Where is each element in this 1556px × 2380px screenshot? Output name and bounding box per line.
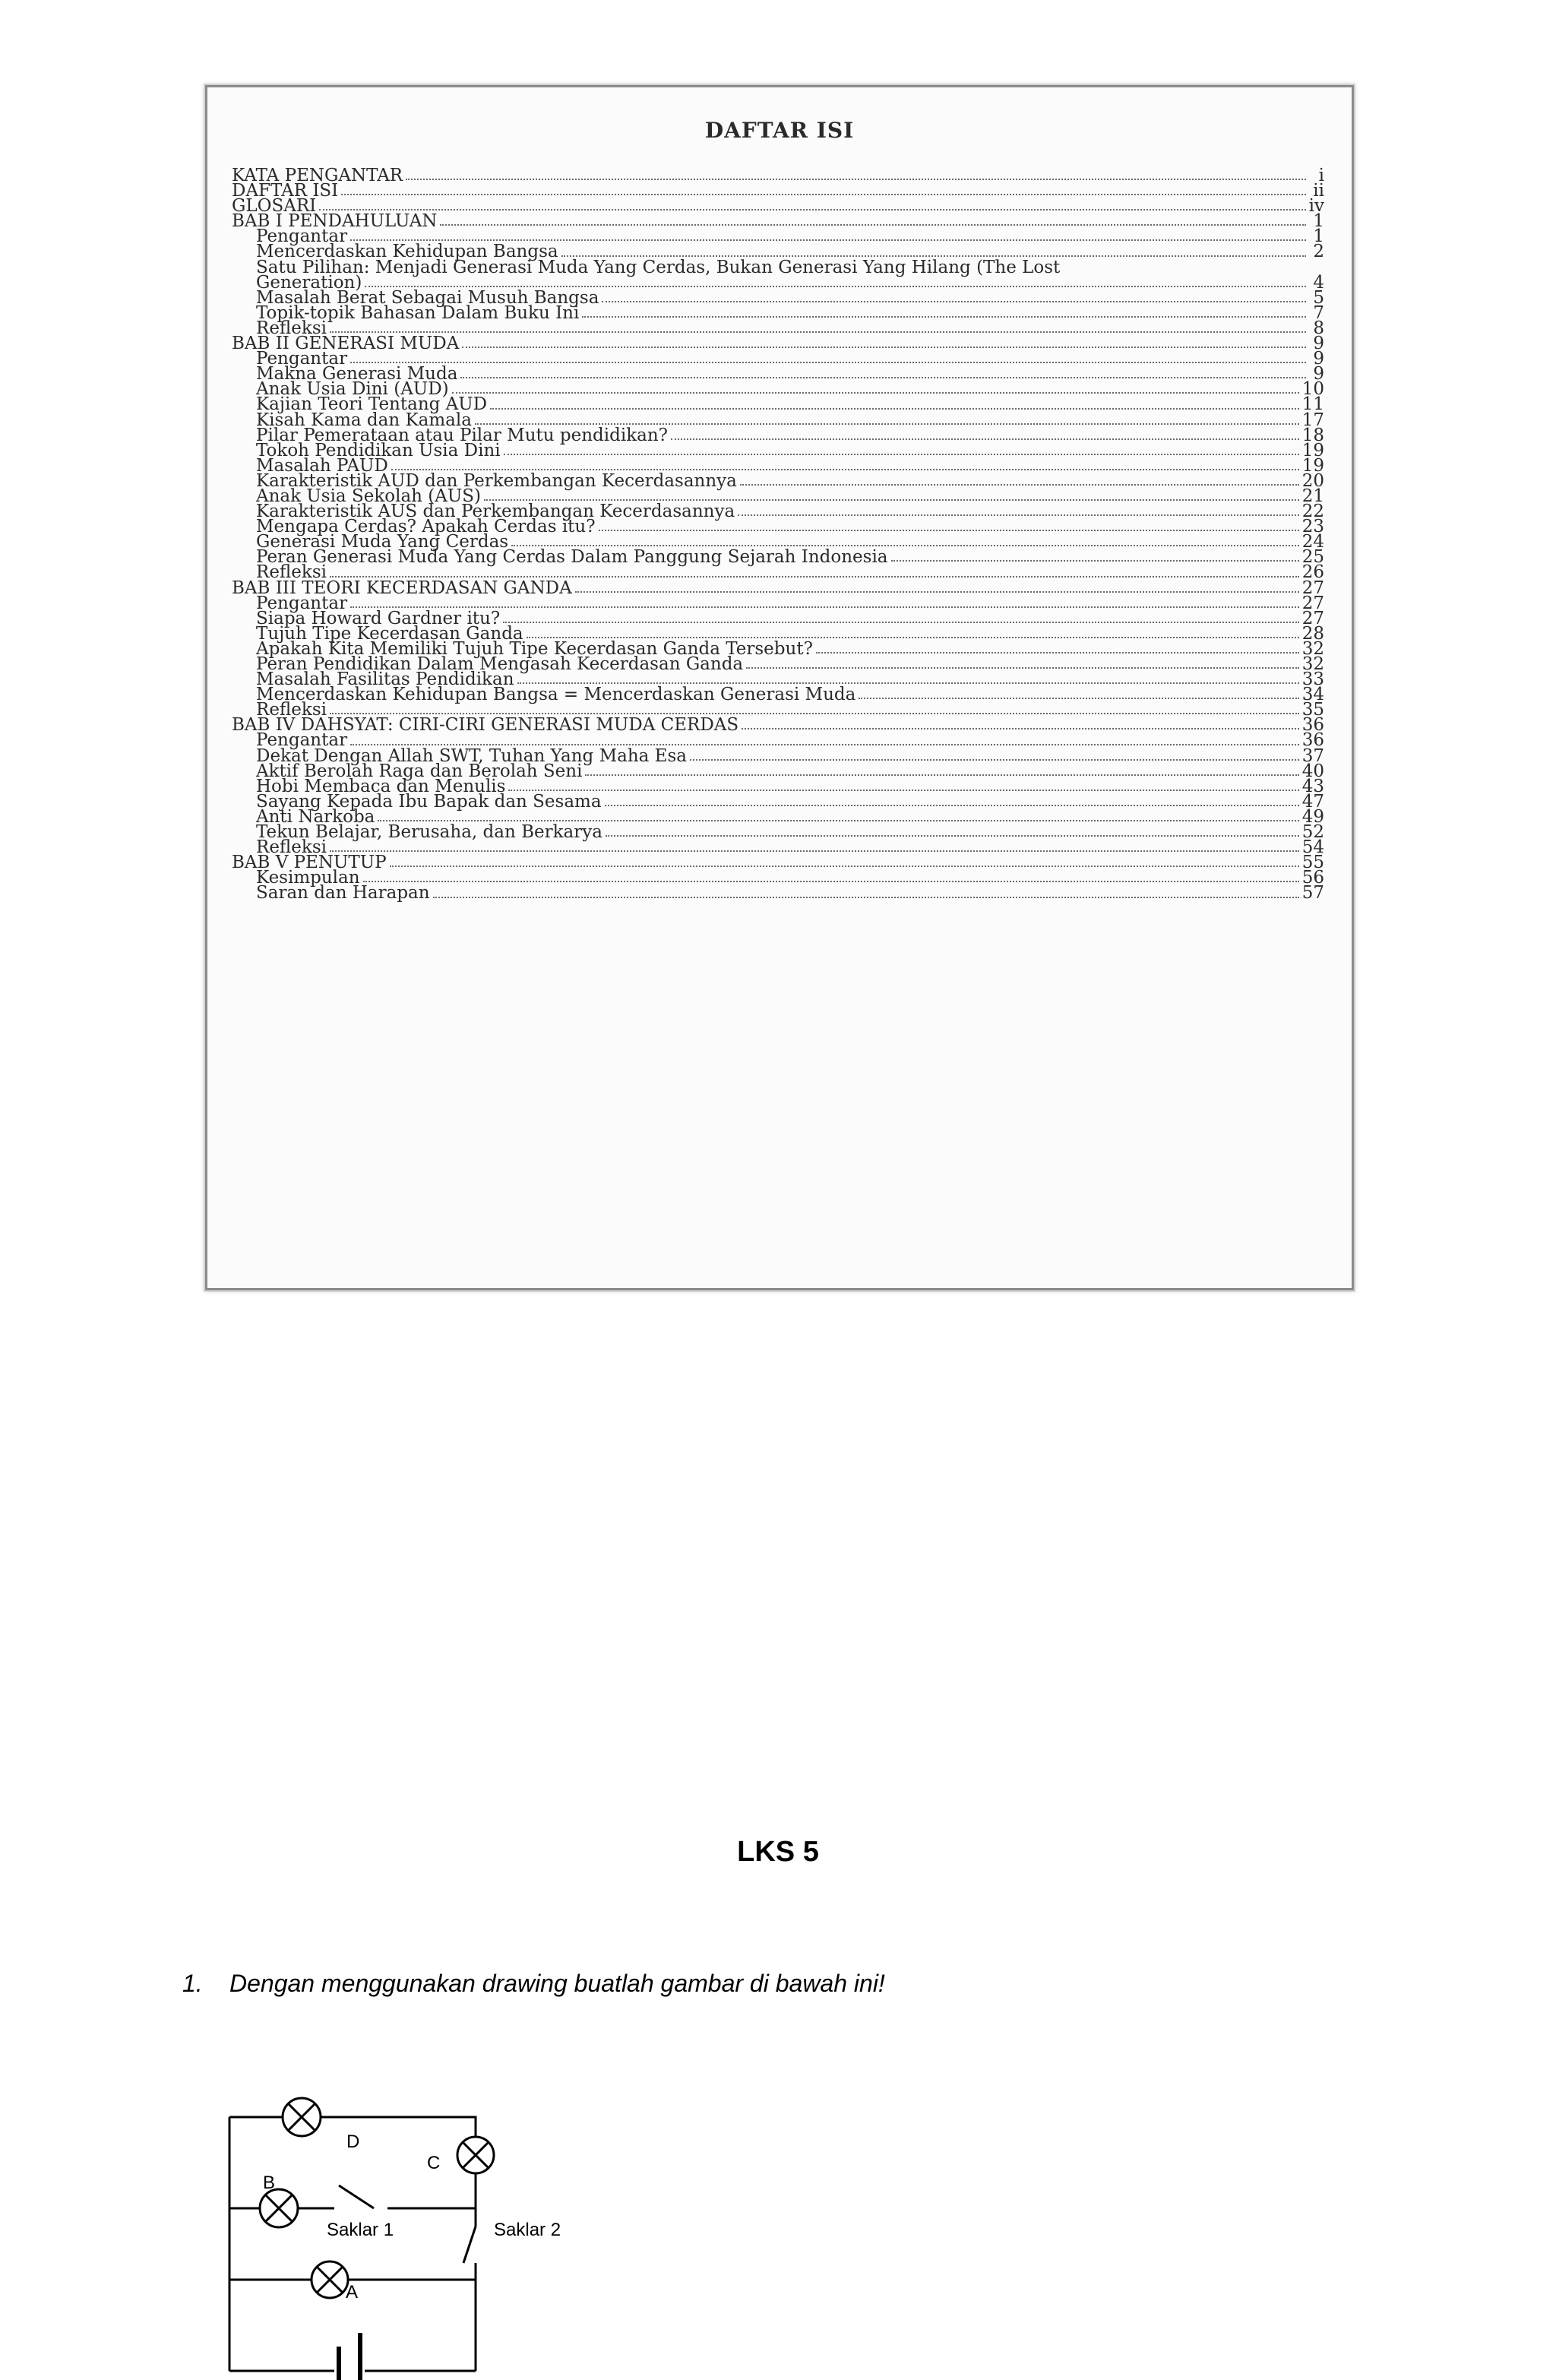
toc-entry-label: Aktif Berolah Raga dan Berolah Seni xyxy=(256,761,583,781)
toc-leader-dots xyxy=(452,391,1299,394)
toc-entry-page: 1 xyxy=(1313,211,1324,232)
toc-entry-page: 27 xyxy=(1301,578,1324,598)
toc-title: DAFTAR ISI xyxy=(704,118,855,143)
toc-entry-page: 25 xyxy=(1301,547,1324,568)
toc-entry xyxy=(232,837,1324,858)
toc-entry-label: Kisah Kama dan Kamala xyxy=(256,410,472,430)
toc-entry-page: 33 xyxy=(1301,669,1324,690)
toc-entry-label: Apakah Kita Memiliki Tujuh Tipe Kecerdasan Ganda Tersebut? xyxy=(256,638,813,659)
toc-entry-label: BAB III TEORI KECERDASAN GANDA xyxy=(232,578,572,598)
toc-entry-page: 11 xyxy=(1301,394,1324,415)
toc-entry-page: 24 xyxy=(1301,532,1324,552)
toc-entry xyxy=(232,181,1324,201)
toc-entry-label: KATA PENGANTAR xyxy=(232,166,403,185)
toc-leader-dots xyxy=(891,559,1299,562)
toc-entry xyxy=(232,715,1324,736)
battery xyxy=(339,2333,360,2380)
instruction-text: Dengan menggunakan drawing buatlah gambar di bawah ini! xyxy=(229,1970,885,1997)
toc-entry-page: 47 xyxy=(1301,791,1324,812)
toc-leader-dots xyxy=(740,483,1299,486)
lamp-a xyxy=(312,2261,348,2298)
lamp-a-label: A xyxy=(346,2282,359,2302)
toc-leader-dots xyxy=(406,177,1306,180)
toc-leader-dots xyxy=(527,635,1299,638)
toc-entry-label: Mengapa Cerdas? Apakah Cerdas itu? xyxy=(256,517,596,537)
toc-entry-label: Kajian Teori Tentang AUD xyxy=(256,394,488,415)
toc-leader-dots xyxy=(605,803,1299,806)
toc-leader-dots xyxy=(511,543,1299,546)
toc-leader-dots xyxy=(330,574,1299,578)
toc-entry-page: i xyxy=(1318,166,1324,185)
toc-entry-label: Hobi Membaca dan Menulis xyxy=(256,776,506,796)
toc-entry-label: Pengantar xyxy=(256,730,348,751)
toc-entry-label: Topik-topik Bahasan Dalam Buku Ini xyxy=(256,302,580,323)
toc-entry-page: 23 xyxy=(1301,517,1324,537)
toc-entry-page: 32 xyxy=(1301,638,1324,659)
toc-entry-page: 9 xyxy=(1313,349,1324,369)
toc-entry-label: BAB II GENERASI MUDA xyxy=(232,334,460,354)
toc-entry-label: Saran dan Harapan xyxy=(256,883,430,904)
toc-leader-dots xyxy=(365,284,1306,287)
toc-entry-page: ii xyxy=(1313,181,1324,201)
toc-entry xyxy=(232,822,1324,843)
toc-leader-dots xyxy=(490,407,1299,410)
toc-entry-page: 18 xyxy=(1301,425,1324,445)
toc-leader-dots xyxy=(475,422,1299,425)
toc-entry-page: 54 xyxy=(1301,837,1324,858)
toc-entry xyxy=(232,547,1324,568)
toc-entry-page: 4 xyxy=(1313,272,1324,293)
toc-entry-page: 27 xyxy=(1301,593,1324,613)
toc-entry-label: Anti Narkoba xyxy=(256,806,375,827)
toc-leader-dots xyxy=(504,452,1299,455)
toc-entry-label: Tokoh Pendidikan Usia Dini xyxy=(256,440,501,460)
toc-entry xyxy=(232,883,1324,904)
toc-leader-dots xyxy=(599,528,1299,531)
toc-entry-label: Generation) xyxy=(256,272,362,293)
toc-entry-label: BAB IV DAHSYAT: CIRI-CIRI GENERASI MUDA CERDAS xyxy=(232,715,739,736)
toc-entry-label: Makna Generasi Muda xyxy=(256,364,458,385)
toc-leader-dots xyxy=(350,605,1299,608)
toc-leader-dots xyxy=(341,192,1306,195)
toc-leader-dots xyxy=(330,849,1299,852)
toc-entry-page: 19 xyxy=(1301,455,1324,476)
toc-entry xyxy=(232,578,1324,598)
toc-leader-dots xyxy=(671,437,1299,440)
toc-leader-dots xyxy=(508,788,1298,791)
toc-entry xyxy=(232,168,1324,183)
toc-entry-label: Pengantar xyxy=(256,593,348,613)
toc-entry-label: Pengantar xyxy=(256,226,348,247)
toc-entry-page: 7 xyxy=(1313,302,1324,323)
toc-entry-page: 57 xyxy=(1301,883,1324,904)
toc-entry-page: 5 xyxy=(1313,287,1324,308)
toc-entry-label: Pengantar xyxy=(256,349,348,369)
toc-entry-page: 2 xyxy=(1313,242,1324,262)
toc-entry-label: Mencerdaskan Kehidupan Bangsa xyxy=(256,242,558,262)
toc-leader-dots xyxy=(742,726,1299,730)
switch-2 xyxy=(463,2227,476,2263)
toc-entry-label: Masalah Berat Sebagai Musuh Bangsa xyxy=(256,287,599,308)
toc-entry-label: Masalah PAUD xyxy=(256,455,388,476)
toc-entry-label: Karakteristik AUS dan Perkembangan Kecerdasannya xyxy=(256,502,735,522)
toc-leader-dots xyxy=(350,360,1306,363)
toc-leader-dots xyxy=(484,498,1299,501)
toc-entry xyxy=(232,302,1324,323)
toc-entry xyxy=(232,334,1324,354)
toc-leader-dots xyxy=(517,681,1299,684)
toc-leader-dots xyxy=(378,818,1298,821)
toc-leader-dots xyxy=(859,696,1298,699)
toc-entry-label: Sayang Kepada Ibu Bapak dan Sesama xyxy=(256,791,602,812)
toc-entry-label: Anak Usia Sekolah (AUS) xyxy=(256,486,481,506)
toc-entry-page: 52 xyxy=(1301,822,1324,843)
toc-entry-label: Peran Generasi Muda Yang Cerdas Dalam Panggung Sejarah Indonesia xyxy=(256,547,888,568)
toc-leader-dots xyxy=(350,742,1299,745)
lamp-c-label: C xyxy=(427,2153,441,2173)
toc-entry-label: Dekat Dengan Allah SWT, Tuhan Yang Maha Esa xyxy=(256,745,687,766)
toc-entry-label: Anak Usia Dini (AUD) xyxy=(256,379,449,400)
toc-entry-label: Refleksi xyxy=(256,700,327,720)
circuit-diagram xyxy=(213,2075,593,2380)
toc-leader-dots xyxy=(738,513,1299,516)
toc-entry-label: Tekun Belajar, Berusaha, dan Berkarya xyxy=(256,822,602,843)
toc-leader-dots xyxy=(585,773,1298,776)
lamp-d-label: D xyxy=(346,2132,360,2152)
instruction-number: 1. xyxy=(182,1970,203,1997)
toc-leader-dots xyxy=(606,834,1299,837)
lamp-d xyxy=(283,2098,321,2136)
lamp-b-label: B xyxy=(263,2173,276,2193)
toc-entry xyxy=(232,685,1324,705)
toc-entry-label: Peran Pendidikan Dalam Mengasah Kecerdasan Ganda xyxy=(256,654,744,674)
toc-entry-label: BAB I PENDAHULUAN xyxy=(232,211,438,232)
toc-entry-page: 36 xyxy=(1301,715,1324,736)
toc-leader-dots xyxy=(582,315,1306,318)
toc-entry-label: Mencerdaskan Kehidupan Bangsa = Mencerdaskan Generasi Muda xyxy=(256,685,856,705)
toc-entry-label: Generasi Muda Yang Cerdas xyxy=(256,532,509,552)
toc-entry-page: 40 xyxy=(1301,761,1324,781)
toc-entry-label: Refleksi xyxy=(256,837,327,858)
toc-entry xyxy=(232,791,1324,812)
toc-leader-dots xyxy=(330,711,1299,714)
toc-entry-label: Kesimpulan xyxy=(256,868,360,888)
toc-entry-page: 19 xyxy=(1301,440,1324,460)
toc-entry-page: 37 xyxy=(1301,745,1324,766)
toc-entry xyxy=(232,853,1324,873)
toc-image xyxy=(205,85,1354,1290)
toc-leader-dots xyxy=(460,375,1306,378)
toc-entry-page: 28 xyxy=(1301,623,1324,644)
toc-entry-page: 35 xyxy=(1301,700,1324,720)
toc-entry-page: 55 xyxy=(1301,853,1324,873)
toc-entry-page: 32 xyxy=(1301,654,1324,674)
toc-entry-page: 56 xyxy=(1301,868,1324,888)
toc-leader-dots xyxy=(319,207,1305,210)
toc-entry-label: Refleksi xyxy=(256,318,327,338)
toc-leader-dots xyxy=(602,299,1306,302)
toc-entry-page: 9 xyxy=(1313,364,1324,385)
toc-leader-dots xyxy=(503,620,1299,623)
toc-entry-label: Tujuh Tipe Kecerdasan Ganda xyxy=(256,623,523,644)
toc-entry-page: 43 xyxy=(1301,776,1324,796)
toc-entry-page: 27 xyxy=(1301,608,1324,628)
toc-entry-label: Karakteristik AUD dan Perkembangan Kecerdasannya xyxy=(256,470,737,491)
toc-leader-dots xyxy=(561,254,1306,257)
toc-entry-page: iv xyxy=(1308,196,1324,217)
toc-leader-dots xyxy=(350,238,1306,241)
toc-leader-dots xyxy=(330,330,1306,333)
toc-entry-label: Masalah Fasilitas Pendidikan xyxy=(256,669,514,690)
toc-leader-dots xyxy=(462,345,1306,348)
toc-list xyxy=(232,166,1324,904)
toc-leader-dots xyxy=(363,879,1299,882)
toc-entry xyxy=(232,440,1324,460)
toc-entry-label: BAB V PENUTUP xyxy=(232,853,387,873)
toc-entry-page: 17 xyxy=(1301,410,1324,430)
toc-entry xyxy=(232,211,1324,232)
toc-entry-page: 26 xyxy=(1301,562,1324,583)
toc-entry-label: Siapa Howard Gardner itu? xyxy=(256,608,501,628)
toc-leader-dots xyxy=(433,895,1299,898)
switch-1-label: Saklar 1 xyxy=(327,2220,394,2240)
toc-entry-page: 8 xyxy=(1313,318,1324,338)
toc-entry-page: 36 xyxy=(1301,730,1324,751)
toc-entry-page: 21 xyxy=(1301,486,1324,506)
toc-entry-label: Satu Pilihan: Menjadi Generasi Muda Yang Cerdas, Bukan Generasi Yang Hilang (The Lost xyxy=(256,257,1061,277)
worksheet-title: LKS 5 xyxy=(737,1836,819,1868)
switch-1 xyxy=(339,2185,374,2208)
toc-entry-label: GLOSARI xyxy=(232,196,317,217)
lamp-b xyxy=(260,2189,298,2227)
toc-entry-page: 22 xyxy=(1301,502,1324,522)
toc-leader-dots xyxy=(440,223,1306,226)
toc-entry-page: 1 xyxy=(1313,226,1324,247)
toc-leader-dots xyxy=(690,758,1299,761)
toc-entry-page: 20 xyxy=(1301,470,1324,491)
toc-leader-dots xyxy=(391,467,1299,470)
toc-entry-page: 9 xyxy=(1313,334,1324,354)
toc-entry-label: Refleksi xyxy=(256,562,327,583)
toc-leader-dots xyxy=(746,666,1299,669)
instruction xyxy=(182,1970,885,1998)
lamp-c xyxy=(457,2137,494,2173)
switch-2-label: Saklar 2 xyxy=(494,2220,561,2240)
toc-leader-dots xyxy=(575,590,1299,593)
toc-entry-page: 34 xyxy=(1301,685,1324,705)
toc-leader-dots xyxy=(390,864,1299,867)
toc-entry-label: DAFTAR ISI xyxy=(232,181,339,201)
toc-entry-page: 10 xyxy=(1301,379,1324,400)
toc-entry-label: Pilar Pemerataan atau Pilar Mutu pendidikan? xyxy=(256,425,669,445)
toc-entry-page: 49 xyxy=(1301,806,1324,827)
toc-entry xyxy=(232,257,1324,277)
toc-leader-dots xyxy=(816,650,1299,654)
